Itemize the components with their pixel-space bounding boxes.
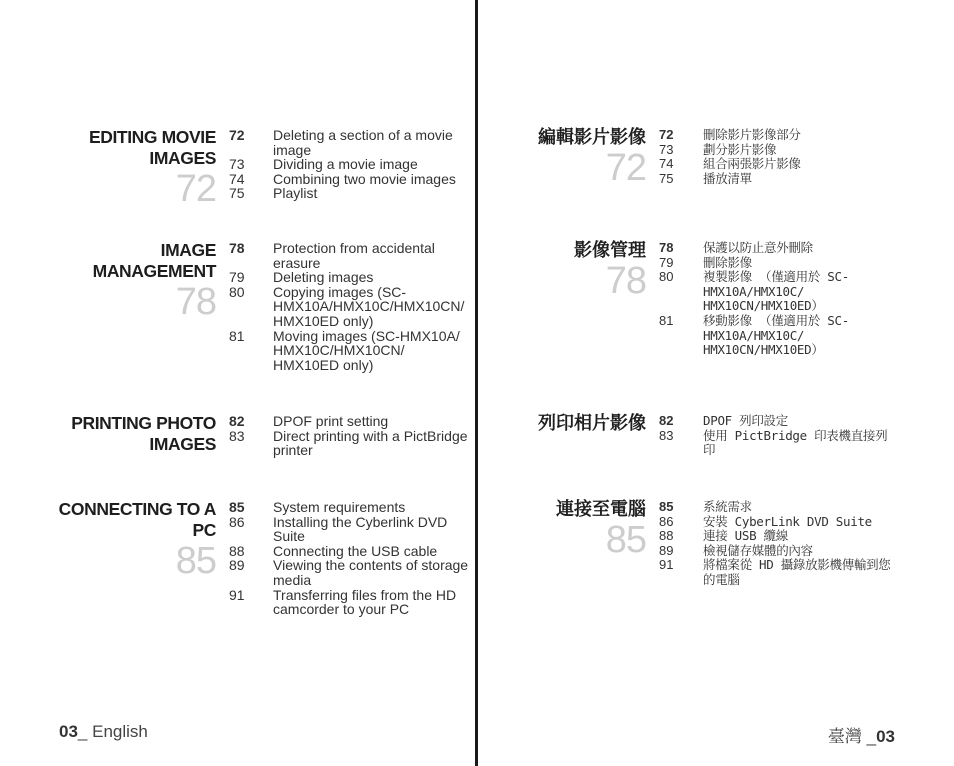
section-start-page: 72 (605, 147, 646, 189)
toc-entry-page: 86 (229, 513, 245, 530)
footer-page-number: 03 (876, 727, 895, 746)
toc-entry-title: DPOF print setting (273, 413, 389, 429)
toc-entry-page: 72 (229, 127, 245, 143)
toc-entry-title: Deleting a section of a movie image (273, 127, 453, 158)
toc-entry-page: 83 (659, 427, 674, 443)
toc-entry[interactable] (659, 157, 899, 172)
section-items (659, 500, 899, 588)
section-start-page: 72 (175, 168, 216, 210)
toc-entry[interactable] (229, 429, 469, 458)
toc-entry[interactable] (659, 128, 899, 143)
toc-entry-title: Installing the Cyberlink DVD Suite (273, 513, 448, 545)
footer-right (828, 722, 895, 747)
toc-entry[interactable] (229, 172, 469, 187)
toc-entry[interactable] (659, 256, 899, 271)
toc-entry-title: Transferring files from the HD camcorder to your PC (273, 586, 457, 618)
toc-entry-page: 85 (659, 499, 674, 514)
toc-entry-title: 播放清單 (703, 170, 752, 186)
toc-entry-page: 91 (229, 586, 245, 603)
toc-entry-title: 連接 USB 纜線 (703, 528, 788, 544)
toc-entry[interactable] (659, 414, 899, 429)
toc-entry-title: Playlist (273, 185, 318, 202)
toc-entry-page: 85 (229, 499, 245, 515)
toc-entry-page: 88 (659, 528, 674, 544)
toc-entry-page: 72 (659, 127, 674, 142)
toc-entry[interactable] (659, 314, 899, 358)
toc-entry-title: Copying images (SC-HMX10A/HMX10C/HMX10CN/ HMX10ED only) (273, 283, 465, 329)
toc-entry-title: Protection from accidental erasure (273, 240, 435, 271)
toc-entry-page: 80 (659, 269, 674, 285)
toc-entry-title: Direct printing with a PictBridge printer (273, 427, 468, 459)
section-items (229, 414, 469, 458)
section-items (659, 241, 899, 358)
section-start-page: 85 (175, 540, 216, 582)
toc-entry[interactable] (659, 241, 899, 256)
toc-entry-page: 79 (659, 254, 674, 270)
section-items (659, 128, 899, 186)
toc-entry-title: 將檔案從 HD 攝錄放影機傳輸到您的電腦 (703, 557, 891, 587)
toc-entry-page: 83 (229, 427, 245, 444)
toc-entry[interactable] (659, 529, 899, 544)
toc-entry-title: Moving images (SC-HMX10A/ HMX10C/HMX10CN/ HMX10ED only) (273, 327, 460, 373)
toc-entry-title: Connecting the USB cable (273, 542, 438, 559)
toc-entry-title: Combining two movie images (273, 170, 456, 187)
toc-entry-page: 81 (229, 327, 245, 344)
section-start-page: 85 (605, 519, 646, 561)
section-title-line: IMAGES (149, 148, 216, 168)
toc-entry-page: 82 (229, 413, 245, 429)
toc-entry-title: 組合兩張影片影像 (703, 156, 801, 172)
section-title (446, 240, 646, 261)
toc-entry[interactable] (229, 414, 469, 429)
toc-entry[interactable] (659, 429, 899, 458)
toc-entry[interactable] (659, 270, 899, 314)
section-title (16, 499, 216, 541)
section-title-line: EDITING MOVIE (88, 127, 216, 147)
toc-entry-page: 80 (229, 283, 245, 300)
footer-language: 臺灣 _ (827, 727, 877, 746)
toc-entry[interactable] (659, 500, 899, 515)
section-title-line: 列印相片影像 (538, 413, 646, 433)
page-divider (475, 0, 478, 766)
toc-entry-title: Viewing the contents of storage media (273, 557, 469, 588)
toc-entry-page: 75 (229, 185, 245, 202)
toc-entry-title: 刪除影像 (703, 254, 752, 270)
toc-entry-title: 複製影像 （僅適用於 SC-HMX10A/HMX10C/ HMX10CN/HMX10ED） (703, 269, 849, 314)
toc-entry[interactable] (229, 128, 469, 157)
toc-entry[interactable] (229, 241, 469, 270)
toc-entry-page: 86 (659, 513, 674, 529)
section-title-line: PC (192, 520, 216, 540)
footer-language: _ English (77, 722, 148, 741)
toc-entry[interactable] (229, 500, 469, 515)
toc-entry[interactable] (229, 588, 469, 617)
section-title-line: 編輯影片影像 (538, 127, 646, 147)
footer-left (59, 722, 148, 742)
section-start-page: 78 (175, 281, 216, 323)
section-title-line: IMAGE (160, 240, 216, 260)
toc-entry-title: 使用 PictBridge 印表機直接列印 (703, 427, 888, 458)
toc-entry[interactable] (659, 515, 899, 530)
toc-entry-page: 78 (659, 240, 674, 255)
toc-entry[interactable] (229, 157, 469, 172)
toc-entry-page: 75 (659, 170, 674, 186)
toc-entry-page: 82 (659, 413, 674, 428)
toc-entry-page: 91 (659, 557, 674, 573)
toc-entry[interactable] (659, 544, 899, 559)
section-title (446, 499, 646, 520)
toc-entry-title: System requirements (273, 499, 406, 515)
section-title-line: IMAGES (149, 434, 216, 454)
toc-entry-page: 73 (229, 156, 245, 173)
section-title-line: 連接至電腦 (556, 499, 646, 519)
section-title (446, 127, 646, 148)
section-title (446, 413, 646, 434)
section-title-line: 影像管理 (574, 240, 646, 260)
toc-entry[interactable] (229, 515, 469, 544)
section-items (229, 128, 469, 201)
section-title-line: MANAGEMENT (92, 261, 216, 281)
section-title-line: CONNECTING TO A (58, 499, 216, 519)
section-title (16, 240, 216, 282)
toc-entry-page: 79 (229, 269, 245, 286)
section-title-line: PRINTING PHOTO (71, 413, 216, 433)
toc-entry-page: 88 (229, 542, 245, 559)
toc-entry[interactable] (659, 558, 899, 587)
section-items (229, 241, 469, 372)
toc-entry-page: 89 (659, 542, 674, 558)
toc-entry-title: 刪除影片影像部分 (703, 127, 801, 142)
toc-entry-title: 保護以防止意外刪除 (703, 240, 813, 255)
toc-entry[interactable] (229, 329, 469, 373)
section-items (229, 500, 469, 617)
toc-entry-title: DPOF 列印設定 (703, 413, 788, 428)
toc-entry-title: 劃分影片影像 (703, 141, 777, 157)
toc-entry[interactable] (229, 186, 469, 201)
toc-entry-page: 74 (229, 170, 245, 187)
toc-entry[interactable] (229, 558, 469, 587)
section-items (659, 414, 899, 458)
toc-entry-page: 78 (229, 240, 245, 256)
toc-entry-title: 系統需求 (703, 499, 752, 514)
toc-entry[interactable] (229, 285, 469, 329)
toc-entry-page: 74 (659, 156, 674, 172)
toc-entry[interactable] (659, 143, 899, 158)
toc-entry-title: 安裝 CyberLink DVD Suite (703, 513, 872, 529)
section-title (16, 413, 216, 455)
toc-entry-title: Deleting images (273, 269, 374, 286)
toc-entry[interactable] (229, 270, 469, 285)
toc-entry-title: 檢視儲存媒體的內容 (703, 542, 813, 558)
toc-entry[interactable] (229, 544, 469, 559)
footer-page-number: 03 (59, 722, 78, 741)
section-title (16, 127, 216, 169)
toc-entry-title: Dividing a movie image (273, 156, 418, 173)
toc-entry[interactable] (659, 172, 899, 187)
toc-entry-page: 89 (229, 557, 245, 574)
section-start-page: 78 (605, 260, 646, 302)
toc-entry-page: 73 (659, 141, 674, 157)
toc-entry-page: 81 (659, 312, 674, 328)
toc-entry-title: 移動影像 （僅適用於 SC-HMX10A/HMX10C/ HMX10CN/HMX10ED） (703, 312, 849, 358)
